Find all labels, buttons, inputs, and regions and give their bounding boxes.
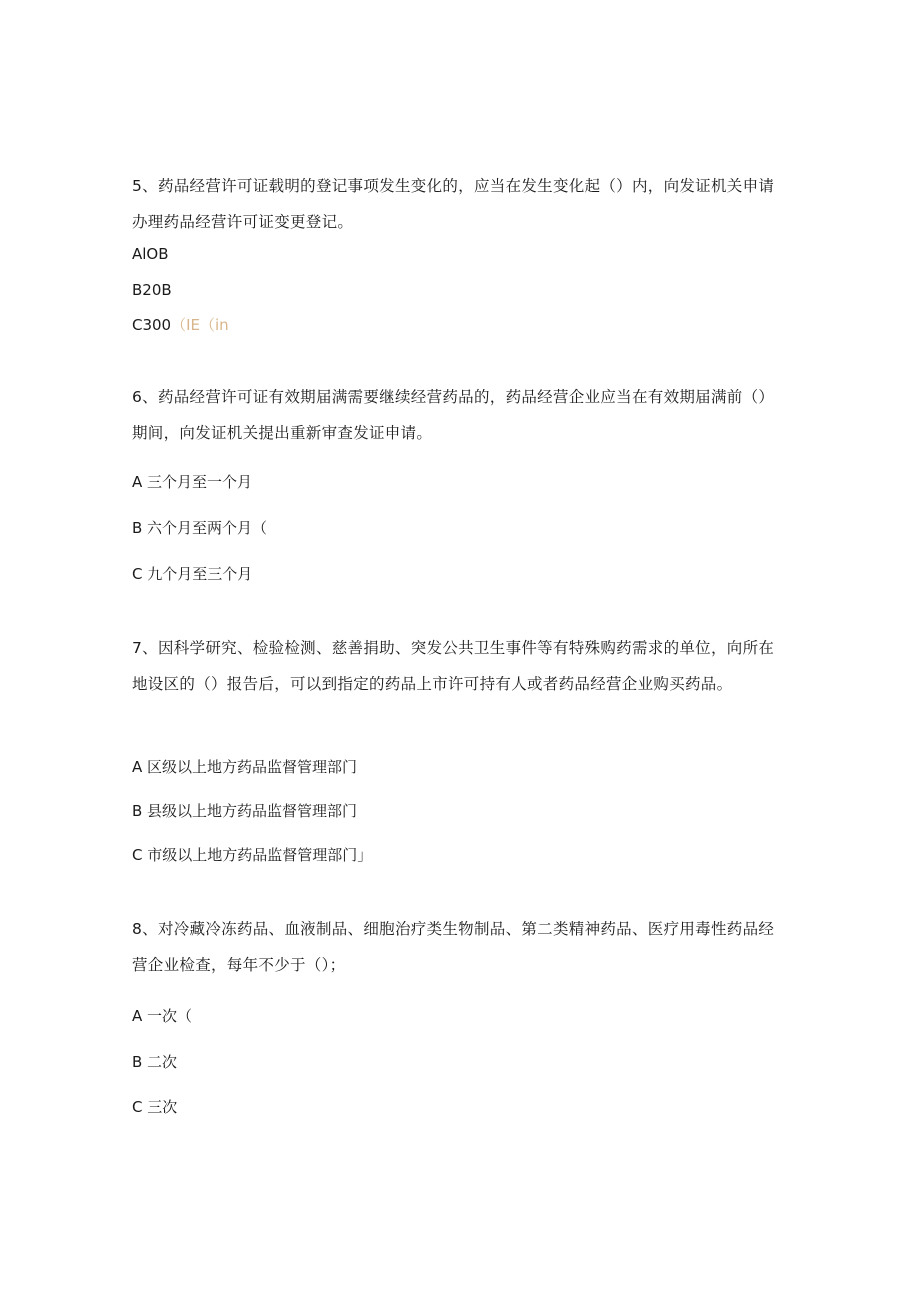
question-stem: 7、因科学研究、检验检测、慈善捐助、突发公共卫生事件等有特殊购药需求的单位，向所在地设区的（）报告后，可以到指定的药品上市许可持有人或者药品经营企业购买药品。 <box>132 639 775 693</box>
option-b <box>132 518 267 538</box>
option-b <box>132 1052 177 1072</box>
question-stem: 8、对冷藏冷冻药品、血液制品、细胞治疗类生物制品、第二类精神药品、医疗用毒性药品经营企业检查，每年不少于（）； <box>132 920 775 974</box>
option-c <box>132 845 372 865</box>
question-8 <box>132 911 782 983</box>
option-a <box>132 472 252 492</box>
option-c <box>132 1097 177 1117</box>
option-b <box>132 801 357 821</box>
option-text: B 二次 <box>132 1053 178 1071</box>
option-text: AlOB <box>132 245 169 263</box>
question-stem: 6、药品经营许可证有效期届满需要继续经营药品的，药品经营企业应当在有效期届满前（）期间，向发证机关提出重新审查发证申请。 <box>132 388 775 442</box>
option-a <box>132 1006 192 1026</box>
option-text: A 一次（ <box>132 1007 193 1025</box>
option-c <box>132 564 252 584</box>
option-text: C300 <box>132 316 172 334</box>
question-6 <box>132 379 782 451</box>
option-text: C 九个月至三个月 <box>132 565 253 583</box>
faint-mark: （IE（in <box>171 316 229 334</box>
option-text: C 市级以上地方药品监督管理部门」 <box>132 846 373 864</box>
question-stem: 5、药品经营许可证载明的登记事项发生变化的，应当在发生变化起（）内，向发证机关申请办理药品经营许可证变更登记。 <box>132 177 775 231</box>
question-7 <box>132 630 782 702</box>
question-5 <box>132 168 782 240</box>
option-a <box>132 244 169 264</box>
option-c <box>132 315 229 335</box>
option-a <box>132 757 357 777</box>
option-b <box>132 280 172 300</box>
option-text: B20B <box>132 281 172 299</box>
option-text: A 区级以上地方药品监督管理部门 <box>132 758 358 776</box>
option-text: B 六个月至两个月（ <box>132 519 268 537</box>
option-text: C 三次 <box>132 1098 178 1116</box>
option-text: A 三个月至一个月 <box>132 473 253 491</box>
option-text: B 县级以上地方药品监督管理部门 <box>132 802 358 820</box>
